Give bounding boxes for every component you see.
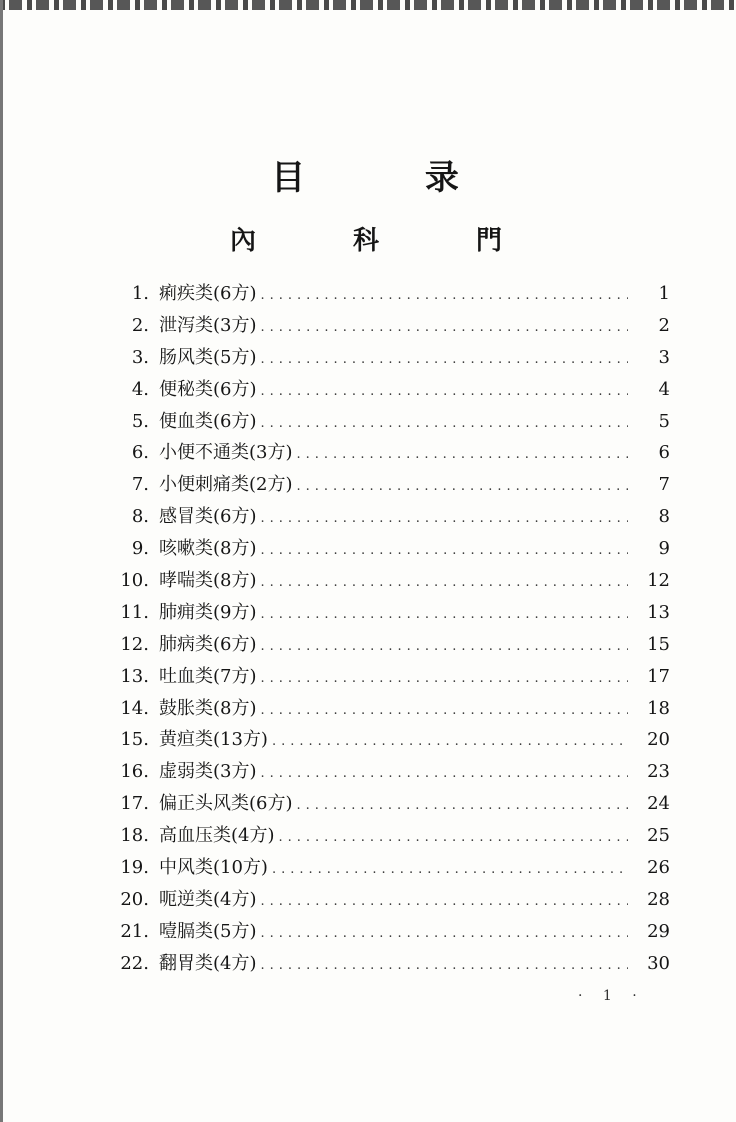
toc-entry-page: 6 <box>658 442 670 464</box>
toc-leader-dots <box>297 447 629 462</box>
toc-entry <box>105 311 670 343</box>
toc-entry-label: 黄疸类(13方) <box>159 729 268 751</box>
toc-entry-page: 7 <box>658 474 670 496</box>
toc-leader-dots <box>279 830 629 845</box>
toc-entry <box>105 279 670 311</box>
toc-entry-label: 翻胃类(4方) <box>159 952 257 974</box>
toc-entry-number: 17. <box>120 793 149 815</box>
toc-entry-label: 便秘类(6方) <box>159 378 257 400</box>
toc-entry-number: 7. <box>131 474 149 496</box>
toc-entry-label: 感冒类(6方) <box>159 506 257 528</box>
toc-entry-page: 29 <box>647 920 670 942</box>
toc-entry-label: 吐血类(7方) <box>159 665 257 687</box>
toc-entry <box>105 853 670 885</box>
toc-entry-number: 4. <box>131 378 149 400</box>
page-number-footer: · 1 · <box>578 988 645 1004</box>
toc-entry-label: 高血压类(4方) <box>159 825 275 847</box>
toc-leader-dots <box>261 288 629 303</box>
toc-entry <box>105 662 670 694</box>
toc-entry <box>105 789 670 821</box>
toc-entry-label: 肺痈类(9方) <box>159 601 257 623</box>
toc-leader-dots <box>261 958 629 973</box>
toc-entry-page: 24 <box>647 793 670 815</box>
toc-entry-page: 13 <box>647 601 670 623</box>
section-title: 內 科 門 <box>229 226 547 256</box>
toc-entry-number: 8. <box>131 506 149 528</box>
toc-entry-number: 15. <box>120 729 149 751</box>
toc-entry-label: 鼓胀类(8方) <box>159 697 257 719</box>
toc-entry-page: 5 <box>658 410 670 432</box>
toc-leader-dots <box>261 671 629 686</box>
toc-entry <box>105 566 670 598</box>
toc-leader-dots <box>261 926 629 941</box>
toc-entry-number: 22. <box>120 952 149 974</box>
toc-entry-page: 8 <box>658 506 670 528</box>
toc-leader-dots <box>261 320 629 335</box>
toc-entry-page: 17 <box>647 665 670 687</box>
toc-entry-page: 23 <box>647 761 670 783</box>
toc-entry-number: 20. <box>120 888 149 910</box>
toc-entry-label: 便血类(6方) <box>159 410 257 432</box>
toc-entry-label: 呃逆类(4方) <box>159 888 257 910</box>
toc-entry-page: 15 <box>647 633 670 655</box>
toc-leader-dots <box>261 766 629 781</box>
toc-entry-number: 6. <box>131 442 149 464</box>
toc-entry-number: 16. <box>120 761 149 783</box>
toc-entry-page: 4 <box>658 378 670 400</box>
toc-entry-page: 18 <box>647 697 670 719</box>
page-title: 目 录 <box>271 158 513 198</box>
toc-entry-page: 28 <box>647 888 670 910</box>
toc-entry-page: 12 <box>647 570 670 592</box>
toc-entry-label: 痢疾类(6方) <box>159 283 257 304</box>
toc-entry-page: 3 <box>658 346 670 368</box>
toc-leader-dots <box>261 575 629 590</box>
scan-top-edge <box>0 0 736 10</box>
toc-entry-number: 13. <box>120 665 149 687</box>
toc-entry-number: 2. <box>131 314 149 336</box>
toc-entry-number: 18. <box>120 825 149 847</box>
toc-entry <box>105 470 670 502</box>
toc-entry-page: 1 <box>658 283 670 304</box>
toc-entry <box>105 885 670 917</box>
toc-entry-number: 14. <box>120 697 149 719</box>
toc-entry <box>105 502 670 534</box>
toc-entry-page: 26 <box>647 857 670 879</box>
toc-leader-dots <box>261 639 629 654</box>
toc-entry-number: 9. <box>131 538 149 560</box>
toc-entry-label: 咳嗽类(8方) <box>159 538 257 560</box>
toc-entry-label: 虚弱类(3方) <box>159 761 257 783</box>
toc-leader-dots <box>261 352 629 367</box>
toc-leader-dots <box>272 734 628 749</box>
toc-entry-number: 11. <box>120 601 149 623</box>
toc-entry <box>105 438 670 470</box>
toc-entry-label: 肠风类(5方) <box>159 346 257 368</box>
toc-entry-page: 9 <box>658 538 670 560</box>
toc-entry <box>105 949 670 981</box>
toc-leader-dots <box>261 607 629 622</box>
toc-entry-label: 小便不通类(3方) <box>159 442 293 464</box>
toc-entry-label: 中风类(10方) <box>159 857 268 879</box>
toc-entry-label: 哮喘类(8方) <box>159 570 257 592</box>
toc-entry-page: 30 <box>647 952 670 974</box>
toc-entry-label: 噎膈类(5方) <box>159 920 257 942</box>
table-of-contents <box>105 279 670 981</box>
toc-entry-page: 25 <box>647 825 670 847</box>
toc-entry-label: 泄泻类(3方) <box>159 314 257 336</box>
toc-entry <box>105 375 670 407</box>
toc-leader-dots <box>297 798 629 813</box>
toc-entry-number: 21. <box>120 920 149 942</box>
toc-entry-number: 12. <box>120 633 149 655</box>
toc-entry <box>105 917 670 949</box>
toc-entry-number: 3. <box>131 346 149 368</box>
toc-entry <box>105 534 670 566</box>
toc-leader-dots <box>261 511 629 526</box>
toc-entry-page: 20 <box>647 729 670 751</box>
toc-entry-number: 1. <box>131 283 149 304</box>
toc-entry <box>105 725 670 757</box>
toc-entry-label: 小便刺痛类(2方) <box>159 474 293 496</box>
toc-entry-page: 2 <box>658 314 670 336</box>
toc-leader-dots <box>261 543 629 558</box>
toc-entry-number: 5. <box>131 410 149 432</box>
toc-entry <box>105 343 670 375</box>
toc-entry <box>105 694 670 726</box>
toc-entry <box>105 630 670 662</box>
toc-entry <box>105 757 670 789</box>
toc-leader-dots <box>261 384 629 399</box>
toc-leader-dots <box>297 479 629 494</box>
toc-leader-dots <box>261 894 629 909</box>
toc-entry <box>105 598 670 630</box>
toc-leader-dots <box>261 703 629 718</box>
toc-leader-dots <box>272 862 628 877</box>
toc-entry-number: 10. <box>120 570 149 592</box>
toc-entry <box>105 821 670 853</box>
toc-entry-number: 19. <box>120 857 149 879</box>
toc-entry-label: 肺病类(6方) <box>159 633 257 655</box>
toc-entry-label: 偏正头风类(6方) <box>159 793 293 815</box>
toc-entry <box>105 407 670 439</box>
toc-leader-dots <box>261 416 629 431</box>
